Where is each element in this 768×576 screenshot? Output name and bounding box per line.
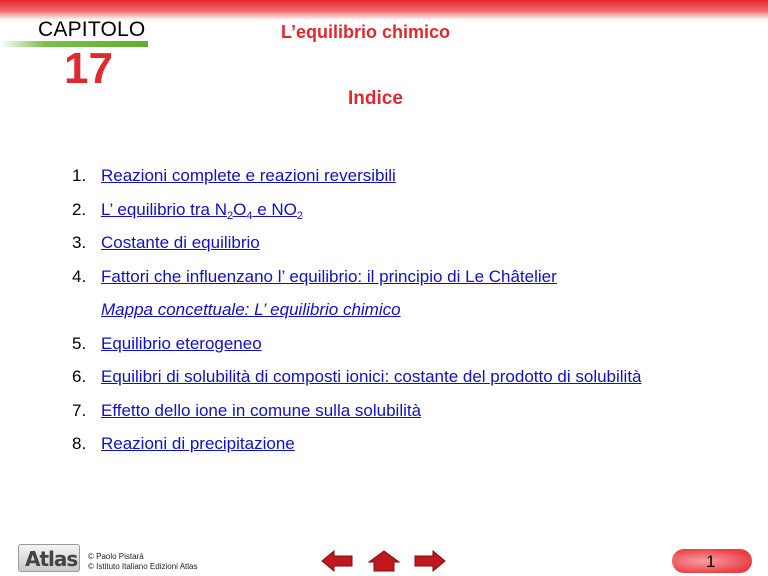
toc-link-reazioni-complete[interactable]: Reazioni complete e reazioni reversibili <box>101 166 396 185</box>
toc-link-mappa-concettuale[interactable]: Mappa concettuale: L’ equilibrio chimico <box>101 300 401 319</box>
toc-number: 2. <box>72 199 87 219</box>
home-icon[interactable] <box>367 550 401 572</box>
toc-link-text: L’ equilibrio tra N <box>101 199 227 219</box>
toc-number: 8. <box>72 434 87 453</box>
toc-number: 3. <box>72 233 87 252</box>
slide-title: L’equilibrio chimico <box>281 22 451 42</box>
toc-number: 1. <box>72 166 87 185</box>
toc-link-le-chatelier[interactable]: Fattori che influenzano l’ equilibrio: il principio di Le Châtelier <box>101 266 557 286</box>
toc-link-ione-comune[interactable]: Effetto dello ione in comune sulla solubilità <box>101 400 422 420</box>
toc-link-precipitazione[interactable]: Reazioni di precipitazione <box>101 434 295 453</box>
subscript: 2 <box>296 209 304 222</box>
arrow-right-icon[interactable] <box>413 550 447 572</box>
arrow-left-icon[interactable] <box>320 550 354 572</box>
atlas-logo <box>18 544 80 572</box>
subscript: 4 <box>246 209 253 222</box>
credits <box>88 552 198 572</box>
credit-publisher: © Istituto Italiano Edizioni Atlas <box>88 562 198 571</box>
toc-number: 6. <box>72 367 87 386</box>
subscript: 2 <box>227 209 234 222</box>
toc-number: 7. <box>72 400 87 420</box>
logo-text: Atlas <box>25 547 78 571</box>
chapter-number: 17 <box>64 44 113 93</box>
toc-link-costante-equilibrio[interactable]: Costante di equilibrio <box>101 233 260 252</box>
toc-number: 4. <box>72 266 87 286</box>
toc-number: 5. <box>72 333 87 353</box>
top-banner <box>0 0 768 20</box>
chapter-label: CAPITOLO <box>38 18 146 41</box>
index-title: Indice <box>348 88 403 109</box>
toc-link-text: e NO <box>252 199 297 219</box>
toc-link-equilibrio-n2o4[interactable] <box>101 200 303 222</box>
credit-author: © Paolo Pistarà <box>88 552 144 561</box>
toc-link-solubilita[interactable]: Equilibri di solubilità di composti ionici: costante del prodotto di solubilità <box>101 367 642 386</box>
toc-link-equilibrio-eterogeneo[interactable]: Equilibrio eterogeneo <box>101 333 262 353</box>
toc-link-text: O <box>233 199 247 219</box>
page-number: 1 <box>706 552 716 571</box>
